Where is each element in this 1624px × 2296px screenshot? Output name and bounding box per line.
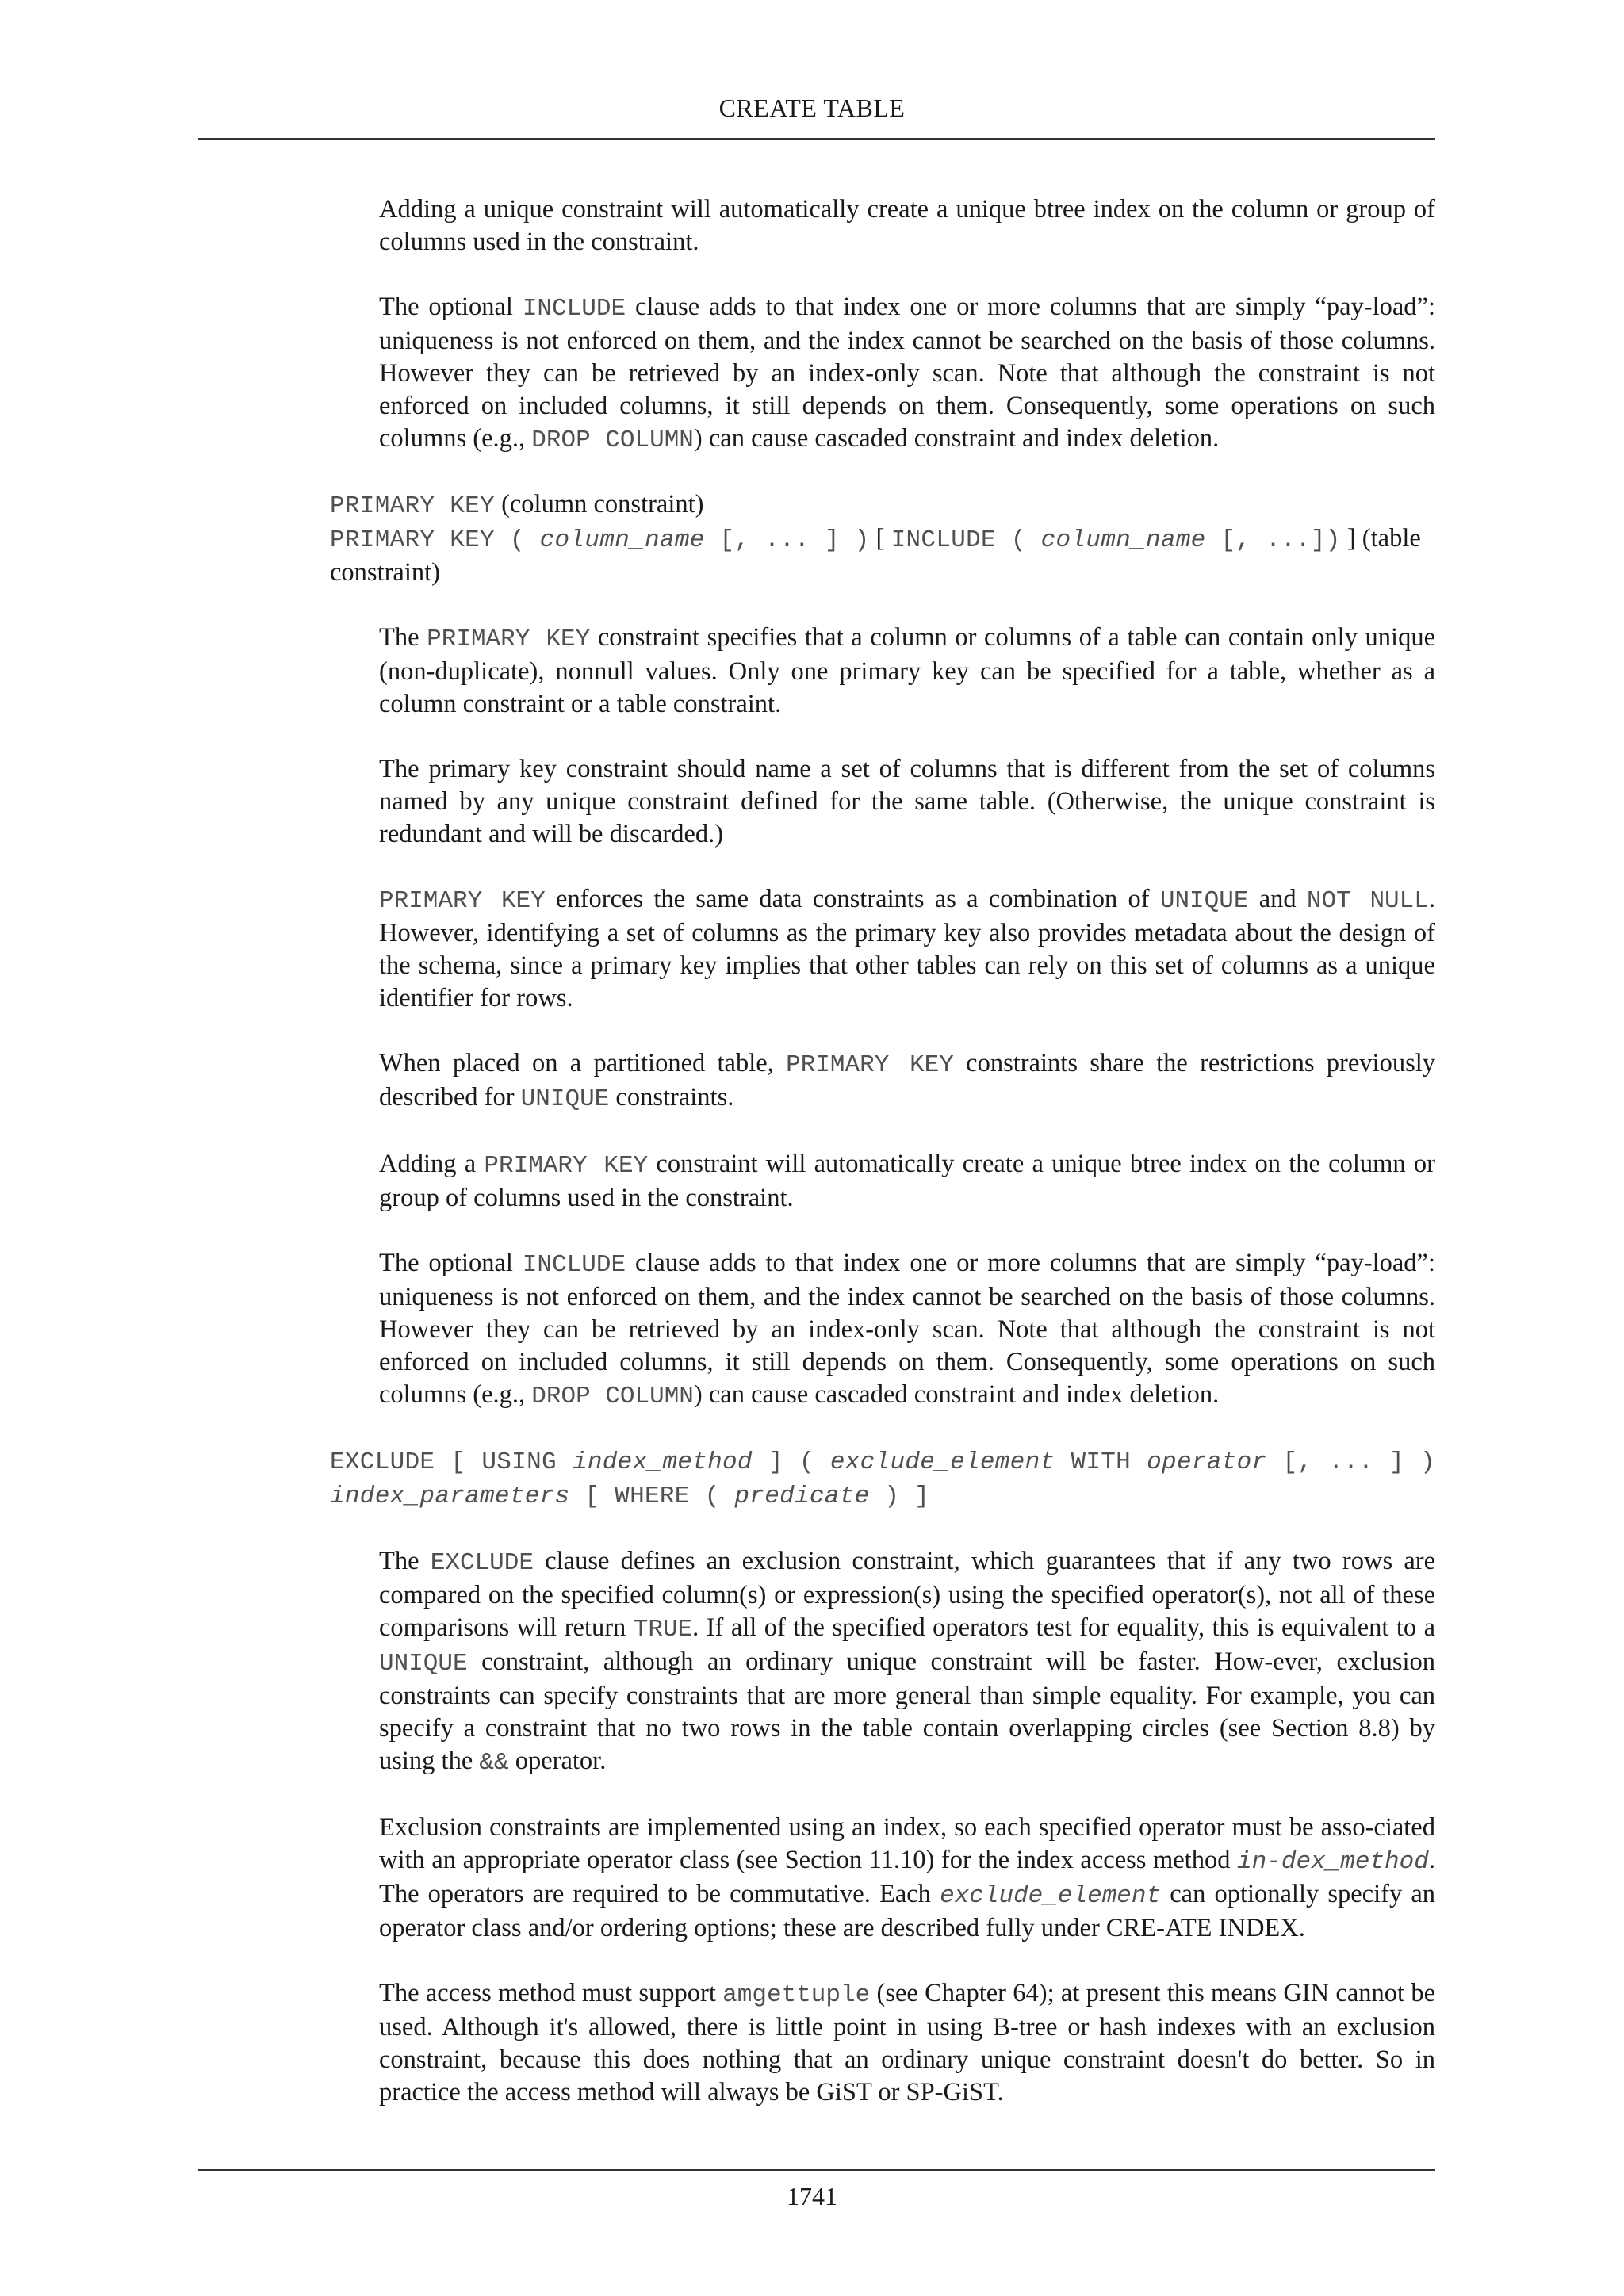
paragraph-exclusion-index: Exclusion constraints are implemented using an index, so each specified operator must be asso-ciated with an appropriate operator class (see Section 11.10) for the index access method in-dex_method. The operators are required to be commutative. Each exclude_element can optionally specify an operator class and/or ordering options; these are described fully under CRE-ATE INDEX. — [379, 1813, 1436, 1942]
paragraph-partitioned-table: When placed on a partitioned table, PRIMARY KEY constraints share the restrictions previously described for UNIQUE constraints. — [379, 1049, 1435, 1113]
paragraph-include-clause-pk: The optional INCLUDE clause adds to that index one or more columns that are simply “pay-load”: uniqueness is not enforced on them, and the index cannot be searched on the basis of those columns. However they can be retrieved by an index-only scan. Note that although the constraint is not enforced on included columns, it still depends on them. Consequently, some operations on such columns (e.g., DROP COLUMN) can cause cascaded constraint and index deletion. — [379, 1249, 1435, 1410]
primary-key-term-line2: PRIMARY KEY ( column_name [, ... ] ) [ INCLUDE ( column_name [, ...]) ] (table constraint) — [330, 524, 1421, 587]
running-header: CREATE TABLE — [718, 94, 906, 122]
paragraph-access-method: The access method must support amgettuple (see Chapter 64); at present this means GIN cannot be used. Although it's allowed, there is little point in using B-tree or hash indexes with an exclusion constraint, because this does nothing that an ordinary unique constraint doesn't do better. So in practice the access method will always be GiST or SP-GiST. — [379, 1979, 1435, 2107]
primary-key-term — [330, 488, 1435, 589]
code-drop-column: DROP COLUMN — [531, 427, 694, 454]
page-body — [0, 193, 1624, 2109]
paragraph-primary-key-index: Adding a PRIMARY KEY constraint will automatically create a unique btree index on the column or group of columns used in the constraint. — [379, 1150, 1435, 1212]
paragraph-primary-key-enforces: PRIMARY KEY enforces the same data constraints as a combination of UNIQUE and NOT NULL. However, identifying a set of columns as the primary key also provides metadata about the design of the schema, since a primary key implies that other tables can rely on this set of columns as a unique identifier for rows. — [379, 885, 1435, 1012]
exclude-term: EXCLUDE [ USING index_method ] ( exclude_element WITH operator [, ... ] ) index_parameters [ WHERE ( predicate ) ] — [330, 1448, 1436, 1510]
primary-key-term-line1: PRIMARY KEY (column constraint) — [330, 490, 704, 520]
header-rule — [198, 138, 1435, 140]
paragraph-exclude-definition: The EXCLUDE clause defines an exclusion constraint, which guarantees that if any two rows are compared on the specified column(s) or expression(s) using the specified operator(s), not all of these comparisons will return TRUE. If all of the specified operators test for equality, this is equivalent to a UNIQUE constraint, although an ordinary unique constraint will be faster. How-ever, exclusion constraints can specify constraints that are more general than simple equality. For example, you can specify a constraint that no two rows in the table contain overlapping circles (see Section 8.8) by using the && operator. — [379, 1547, 1435, 1777]
paragraph-primary-key-columns: The primary key constraint should name a set of columns that is different from the set of columns named by any unique constraint defined for the same table. (Otherwise, the unique constraint is redundant and will be discarded.) — [379, 755, 1435, 848]
paragraph-include-clause: The optional INCLUDE clause adds to that index one or more columns that are simply “pay-load”: uniqueness is not enforced on them, and the index cannot be searched on the basis of those columns. However they can be retrieved by an index-only scan. Note that although the constraint is not enforced on included columns, it still depends on them. Consequently, some operations on such columns (e.g., DROP COLUMN) can cause cascaded constraint and index deletion. — [379, 293, 1435, 454]
paragraph-unique-index: Adding a unique constraint will automatically create a unique btree index on the column or group of columns used in the constraint. — [379, 195, 1435, 256]
page-number: 1741 — [787, 2182, 837, 2210]
code-primary-key: PRIMARY KEY — [427, 626, 591, 653]
code-include: INCLUDE — [522, 295, 626, 323]
paragraph-primary-key-definition: The PRIMARY KEY constraint specifies that a column or columns of a table can contain only unique (non-duplicate), nonnull values. Only one primary key can be specified for a table, whether as a column constraint or a table constraint. — [379, 623, 1435, 718]
footer-rule — [198, 2169, 1435, 2171]
